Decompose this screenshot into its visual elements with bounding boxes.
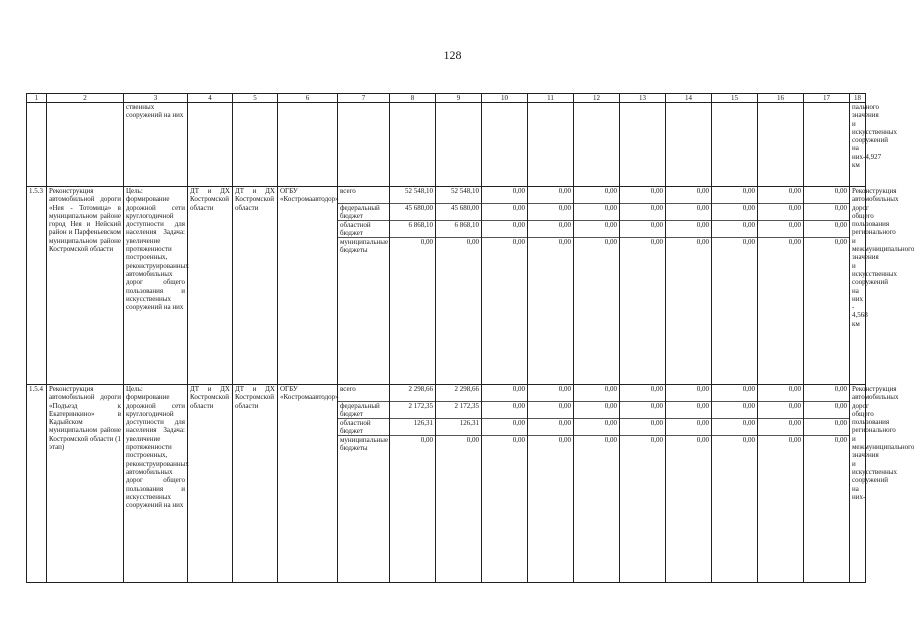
column-number-cell: 14 <box>666 94 712 103</box>
amount-value: 0,00 <box>712 385 757 402</box>
amount-cell <box>482 385 528 583</box>
goal-continuation: ственных сооружений на них <box>124 103 188 187</box>
amount-value: 0,00 <box>804 419 849 436</box>
amount-value: 0,00 <box>512 436 525 444</box>
result-indicator-cell: Реконструкция автомобильных дорог общего пользования регионального и межмуниципального значения и искусственных сооружений на них- <box>850 385 866 583</box>
amount-cell <box>574 187 620 385</box>
amount-cell <box>712 187 758 385</box>
amount-value: 0,00 <box>742 436 755 444</box>
amount-cell <box>390 187 436 385</box>
amount-value: 0,00 <box>528 402 573 419</box>
amount-value: 45 680,00 <box>436 204 481 221</box>
column-number-cell: 1 <box>27 94 47 103</box>
goal-task-cell: Цель: формирование дорожной сети круглогодичной доступности для населения Задача: увеличение протяженности построенных, реконструированных автомобильных дорог общего пользования и искусственных сооружений на них <box>124 187 188 385</box>
amount-cell <box>758 187 804 385</box>
customer-cell: ДТ и ДХ Костромской области <box>188 385 233 583</box>
amount-value: 6 868,10 <box>390 221 435 238</box>
amount-value: 0,00 <box>696 238 709 246</box>
column-number-cell: 4 <box>188 94 233 103</box>
column-number-cell: 17 <box>804 94 850 103</box>
executor-cell: ОГБУ «Костромаавтодор» <box>278 187 338 385</box>
amount-value: 0,00 <box>788 436 801 444</box>
amount-cell <box>804 385 850 583</box>
amount-value: 0,00 <box>666 187 711 204</box>
amount-cell <box>620 385 666 583</box>
amount-value: 0,00 <box>482 385 527 402</box>
amount-value: 0,00 <box>574 187 619 204</box>
amount-value: 0,00 <box>742 238 755 246</box>
amount-value: 0,00 <box>712 402 757 419</box>
funding-source-label: федеральный бюджет <box>338 402 389 419</box>
amount-value: 0,00 <box>482 187 527 204</box>
result-continuation: пального значения и искусственных сооружений на них-4,927 км <box>850 103 866 187</box>
amount-value: 0,00 <box>666 221 711 238</box>
amount-value: 0,00 <box>758 402 803 419</box>
amount-value: 0,00 <box>712 204 757 221</box>
amount-value: 0,00 <box>696 436 709 444</box>
column-number-cell: 12 <box>574 94 620 103</box>
amount-cell <box>528 385 574 583</box>
customer-cell: ДТ и ДХ Костромской области <box>188 187 233 385</box>
amount-value: 0,00 <box>834 238 847 246</box>
column-number-cell: 9 <box>436 94 482 103</box>
amount-value: 0,00 <box>512 238 525 246</box>
amount-value: 0,00 <box>466 238 479 246</box>
amount-value: 2 298,66 <box>390 385 435 402</box>
amount-value: 2 298,66 <box>436 385 481 402</box>
object-name-cell: Реконструкция автомобильной дороги «Нея - Тотомица» в муниципальном районе город Нея и Нейский район и Парфеньевском муниципальном районе Костромской области <box>47 187 124 385</box>
column-number-cell: 3 <box>124 94 188 103</box>
column-number-cell: 16 <box>758 94 804 103</box>
amount-value: 0,00 <box>604 436 617 444</box>
amount-value: 0,00 <box>558 436 571 444</box>
table-row <box>27 187 866 385</box>
amount-value: 126,31 <box>390 419 435 436</box>
amount-value: 0,00 <box>650 238 663 246</box>
amount-value: 45 680,00 <box>390 204 435 221</box>
amount-value: 0,00 <box>804 187 849 204</box>
row-number-cell: 1.5.3 <box>27 187 47 385</box>
amount-value: 0,00 <box>804 221 849 238</box>
amount-value: 0,00 <box>620 385 665 402</box>
amount-value: 6 868,10 <box>436 221 481 238</box>
amount-value: 0,00 <box>666 402 711 419</box>
amount-value: 0,00 <box>466 436 479 444</box>
amount-value: 52 548,10 <box>390 187 435 204</box>
amount-cell <box>574 385 620 583</box>
amount-value: 0,00 <box>420 238 433 246</box>
amount-value: 2 172,35 <box>436 402 481 419</box>
column-number-cell: 18 <box>850 94 866 103</box>
row-number-cell: 1.5.4 <box>27 385 47 583</box>
table-row-continuation <box>27 103 866 187</box>
amount-value: 0,00 <box>834 436 847 444</box>
amount-value: 0,00 <box>528 385 573 402</box>
amount-value: 0,00 <box>788 238 801 246</box>
amount-value: 0,00 <box>758 221 803 238</box>
column-number-cell: 5 <box>233 94 278 103</box>
column-number-header <box>27 94 866 103</box>
amount-value: 0,00 <box>574 204 619 221</box>
funding-source-label: федеральный бюджет <box>338 204 389 221</box>
funding-source-label: областной бюджет <box>338 419 389 436</box>
amount-value: 0,00 <box>528 419 573 436</box>
amount-value: 126,31 <box>436 419 481 436</box>
funding-source-label: муниципальные бюджеты <box>340 238 389 255</box>
amount-value: 0,00 <box>420 436 433 444</box>
amount-value: 0,00 <box>620 221 665 238</box>
amount-cell <box>436 187 482 385</box>
column-number-cell: 15 <box>712 94 758 103</box>
column-number-cell: 2 <box>47 94 124 103</box>
amount-value: 0,00 <box>528 221 573 238</box>
column-number-cell: 6 <box>278 94 338 103</box>
column-number-cell: 11 <box>528 94 574 103</box>
amount-value: 0,00 <box>712 221 757 238</box>
page-number: 128 <box>443 48 462 62</box>
amount-cell <box>482 187 528 385</box>
funding-source-label: муниципальные бюджеты <box>340 436 389 453</box>
amount-value: 0,00 <box>712 187 757 204</box>
amount-value: 0,00 <box>528 204 573 221</box>
amount-value: 0,00 <box>758 385 803 402</box>
amount-value: 0,00 <box>758 419 803 436</box>
amount-cell <box>804 187 850 385</box>
coordinator-cell: ДТ и ДХ Костромской области <box>233 385 278 583</box>
amount-value: 0,00 <box>482 402 527 419</box>
amount-value: 0,00 <box>758 187 803 204</box>
amount-value: 0,00 <box>574 221 619 238</box>
amount-cell <box>666 187 712 385</box>
funding-source-label: всего <box>338 385 389 402</box>
amount-value: 2 172,35 <box>390 402 435 419</box>
amount-value: 0,00 <box>574 419 619 436</box>
amount-value: 0,00 <box>666 419 711 436</box>
amount-value: 0,00 <box>620 402 665 419</box>
amount-cell <box>620 187 666 385</box>
table-row <box>27 385 866 583</box>
result-indicator-cell: Реконструкция автомобильных дорог общего пользования регионального и межмуниципального значения и искусственных сооружений на них - 4,568 км <box>850 187 866 385</box>
amount-value: 0,00 <box>528 187 573 204</box>
column-number-cell: 7 <box>338 94 390 103</box>
amount-cell <box>528 187 574 385</box>
amount-value: 0,00 <box>620 419 665 436</box>
amount-value: 0,00 <box>574 402 619 419</box>
amount-cell <box>758 385 804 583</box>
amount-value: 0,00 <box>804 204 849 221</box>
coordinator-cell: ДТ и ДХ Костромской области <box>233 187 278 385</box>
funding-source-cell <box>338 187 390 385</box>
amount-value: 52 548,10 <box>436 187 481 204</box>
amount-value: 0,00 <box>650 436 663 444</box>
object-name-cell: Реконструкция автомобильной дороги «Подъезд к Екатеринкино» в Кадыйском муниципальном районе Костромской области (1 этап) <box>47 385 124 583</box>
amount-cell <box>666 385 712 583</box>
program-table <box>26 93 914 583</box>
column-number-cell: 10 <box>482 94 528 103</box>
funding-source-cell <box>338 385 390 583</box>
column-number-cell: 13 <box>620 94 666 103</box>
amount-cell <box>436 385 482 583</box>
amount-value: 0,00 <box>574 385 619 402</box>
amount-cell <box>390 385 436 583</box>
amount-value: 0,00 <box>604 238 617 246</box>
amount-value: 0,00 <box>558 238 571 246</box>
amount-value: 0,00 <box>804 402 849 419</box>
amount-value: 0,00 <box>620 204 665 221</box>
goal-task-cell: Цель: формирование дорожной сети круглогодичной доступности для населения Задача: увеличение протяженности построенных, реконструированных автомобильных дорог общего пользования и искусственных сооружений на них <box>124 385 188 583</box>
amount-value: 0,00 <box>482 221 527 238</box>
amount-value: 0,00 <box>482 204 527 221</box>
funding-source-label: всего <box>338 187 389 204</box>
executor-cell: ОГБУ «Костромаавтодор» <box>278 385 338 583</box>
amount-value: 0,00 <box>758 204 803 221</box>
amount-value: 0,00 <box>666 204 711 221</box>
amount-value: 0,00 <box>620 187 665 204</box>
funding-source-label: областной бюджет <box>338 221 389 238</box>
amount-value: 0,00 <box>712 419 757 436</box>
amount-value: 0,00 <box>666 385 711 402</box>
amount-cell <box>712 385 758 583</box>
amount-value: 0,00 <box>804 385 849 402</box>
column-number-cell: 8 <box>390 94 436 103</box>
amount-value: 0,00 <box>482 419 527 436</box>
